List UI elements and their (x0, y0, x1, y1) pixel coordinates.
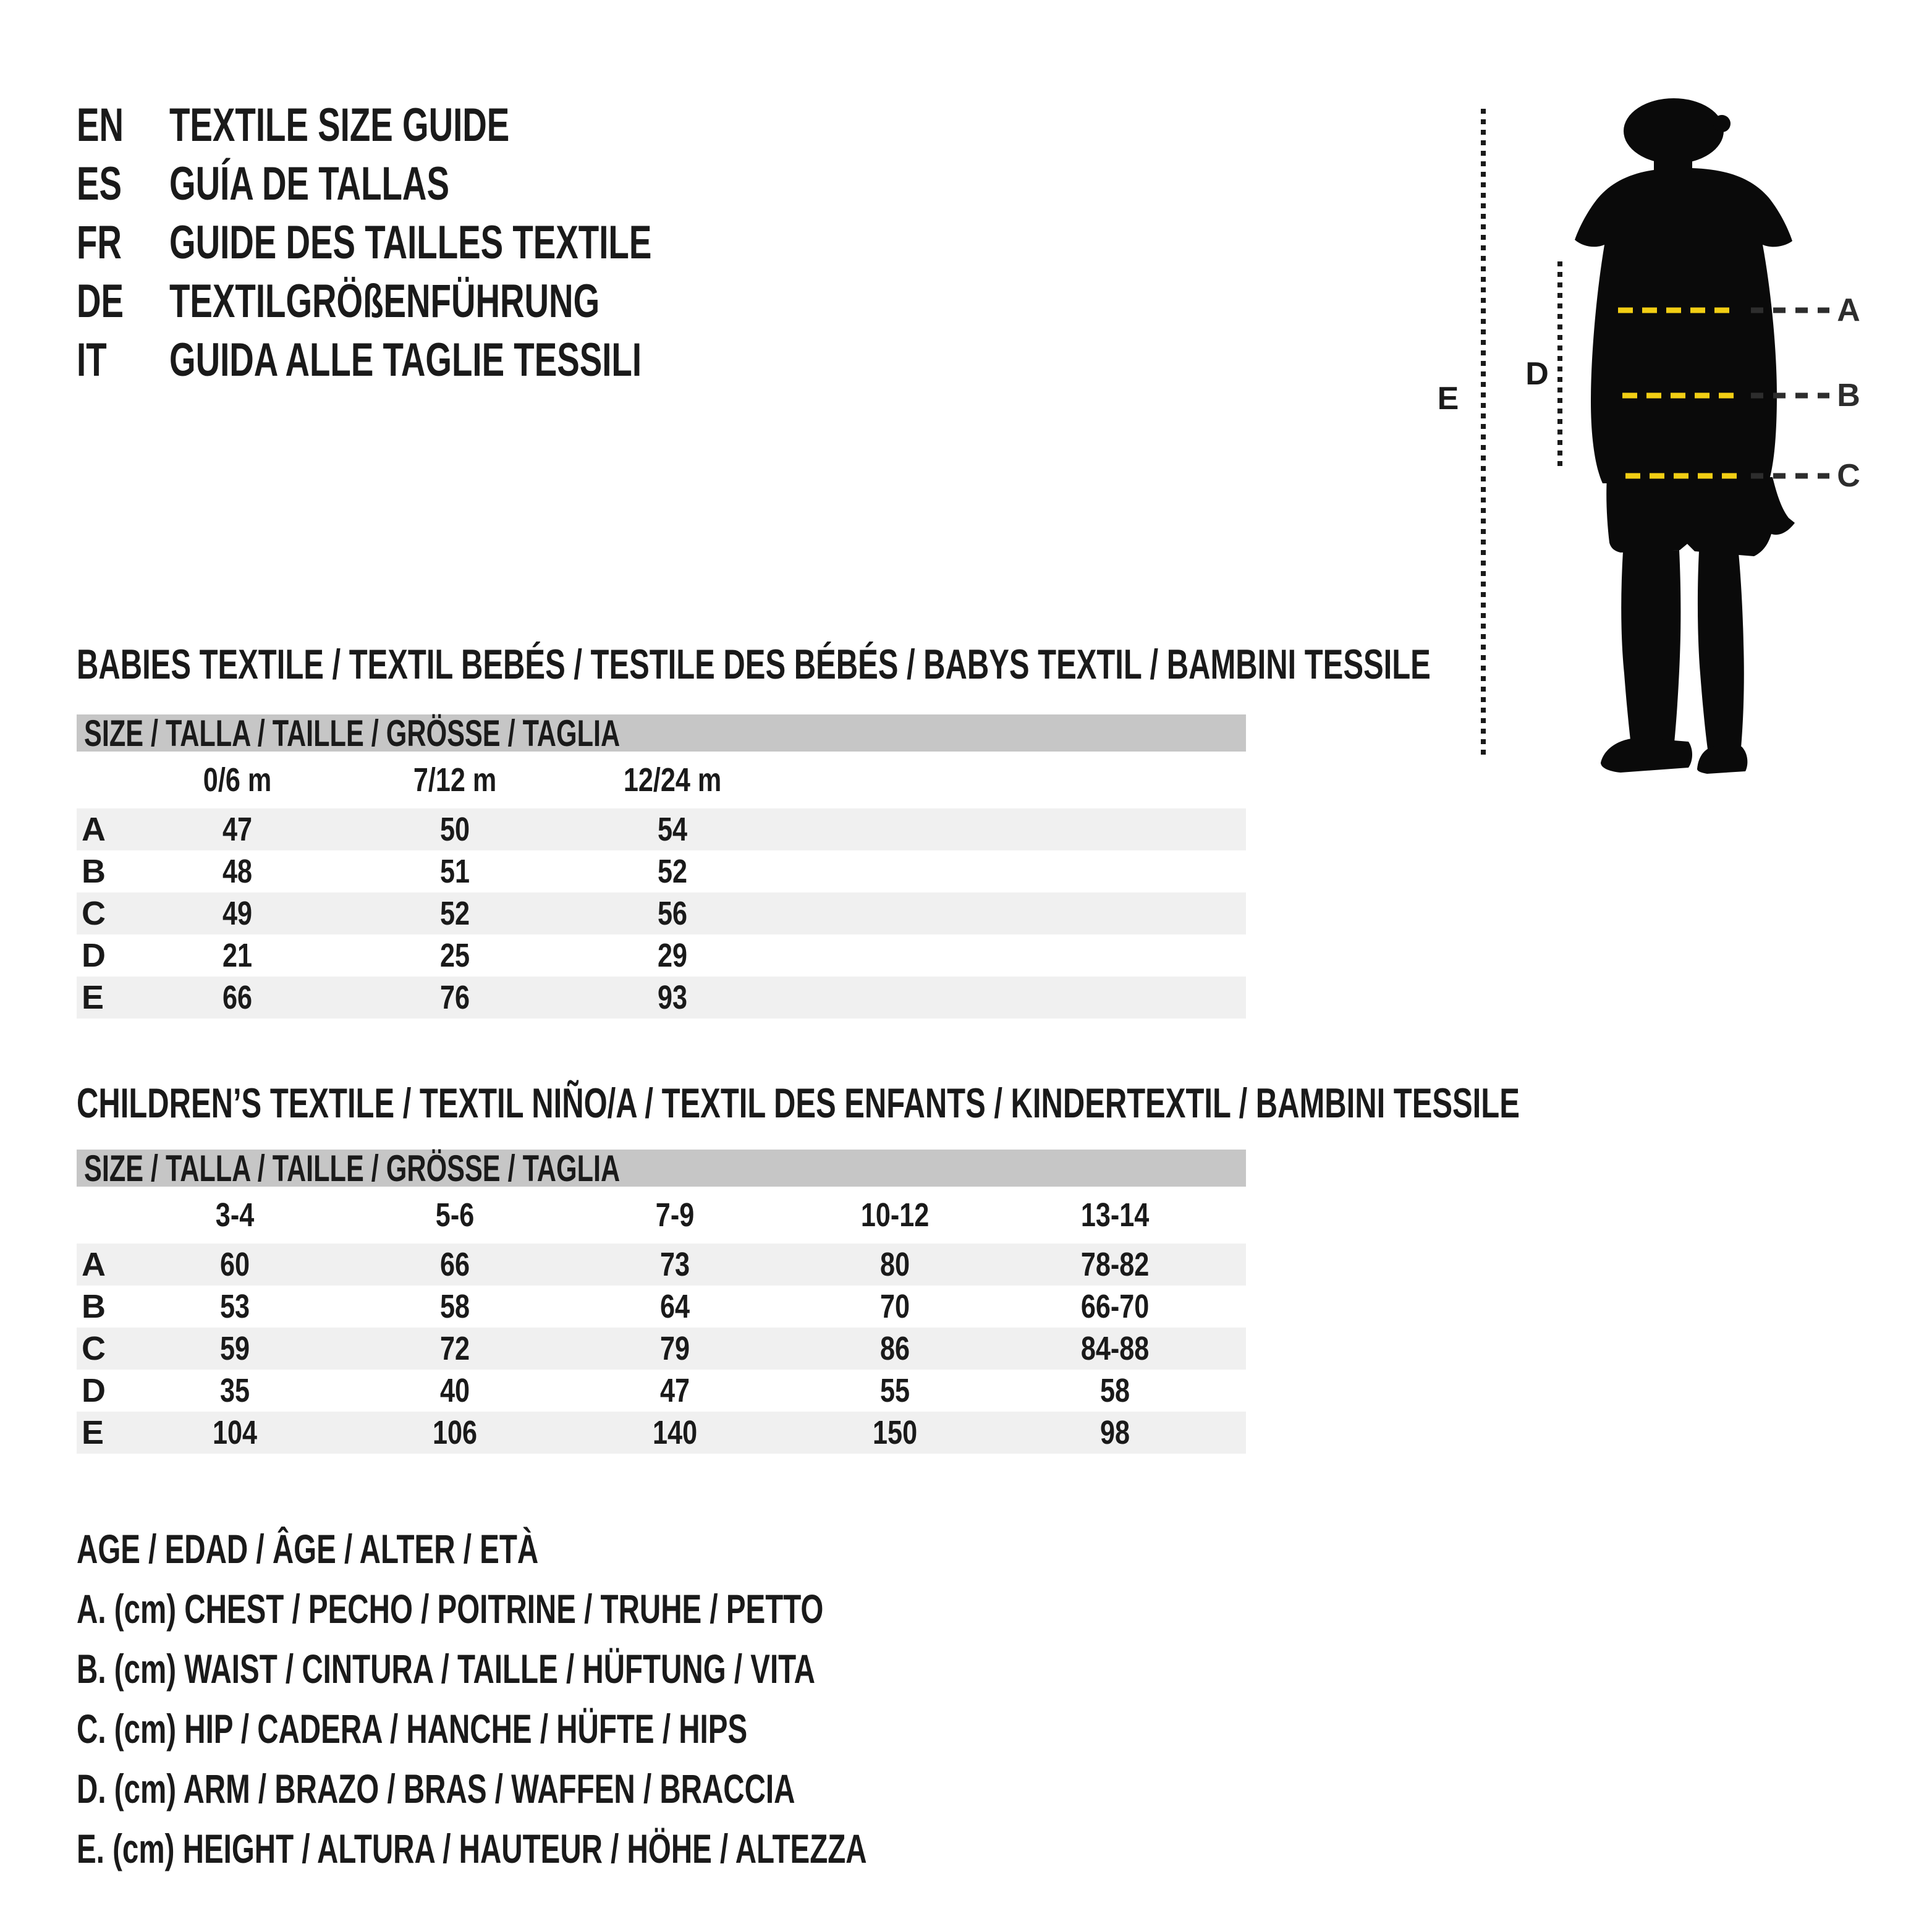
diagram-label-c: C (1837, 458, 1860, 494)
cell-value: 73 (659, 1246, 690, 1283)
cell-value: 84-88 (1080, 1330, 1150, 1367)
diagram-label-b: B (1837, 378, 1860, 413)
cell-value: 47 (222, 811, 253, 848)
cell-value: 80 (879, 1246, 910, 1283)
babies-column-headers (77, 752, 1246, 808)
lang-title-fr: GUIDE DES TAILLES TEXTILE (169, 216, 652, 269)
cell-value: 35 (219, 1372, 250, 1409)
row-label: D (82, 1372, 106, 1409)
cell-value: 55 (879, 1372, 910, 1409)
table-cell (125, 1413, 345, 1452)
table-cell (346, 894, 564, 933)
measurement-legend (77, 1519, 1174, 1878)
babies-col-header (346, 761, 564, 799)
table-cell (125, 1245, 345, 1284)
table-row (77, 808, 1246, 850)
table-cell (1005, 1329, 1225, 1368)
cell-value: 56 (657, 895, 688, 932)
legend-arm (77, 1758, 1174, 1818)
cell-value: 54 (657, 811, 688, 848)
table-cell (129, 810, 346, 849)
language-title-list (77, 96, 839, 389)
cell-value: 60 (219, 1246, 250, 1283)
cell-value: 140 (652, 1414, 698, 1451)
table-row (77, 1244, 1246, 1286)
lang-code-de: DE (77, 275, 124, 328)
cell-value: 58 (439, 1288, 470, 1325)
table-cell (565, 1413, 785, 1452)
cell-value: 104 (212, 1414, 258, 1451)
table-cell (564, 810, 781, 849)
lang-row-it (77, 331, 839, 389)
table-row (77, 1370, 1246, 1412)
table-cell (1005, 1287, 1225, 1326)
cell-value: 51 (439, 853, 470, 890)
figure-right-shoe (1697, 745, 1747, 774)
cell-value: 25 (439, 937, 470, 974)
cell-value: 78-82 (1080, 1246, 1150, 1283)
legend-chest-text: A. (cm) CHEST / PECHO / POITRINE / TRUHE / PETTO (77, 1585, 824, 1632)
table-cell (565, 1245, 785, 1284)
children-table-header-bar (77, 1147, 1246, 1189)
children-col-header (345, 1196, 565, 1234)
babies-table-header-text: SIZE / TALLA / TAILLE / GRÖSSE / TAGLIA (84, 712, 621, 754)
lang-title-es: GUÍA DE TALLAS (169, 158, 449, 210)
legend-age-text: AGE / EDAD / ÂGE / ALTER / ETÀ (77, 1525, 539, 1572)
cell-value: 52 (439, 895, 470, 932)
cell-value: 59 (219, 1330, 250, 1367)
cell-value: 64 (659, 1288, 690, 1325)
legend-height-text: E. (cm) HEIGHT / ALTURA / HAUTEUR / HÖHE / ALTEZZA (77, 1825, 867, 1871)
figure-shorts (1603, 477, 1795, 556)
cell-value: 50 (439, 811, 470, 848)
table-cell (564, 852, 781, 891)
table-cell (346, 978, 564, 1017)
legend-waist (77, 1638, 1174, 1698)
table-cell (129, 936, 346, 975)
babies-col-header-text: 0/6 m (203, 761, 272, 799)
cell-value: 40 (439, 1372, 470, 1409)
babies-section-title (77, 641, 1932, 688)
cell-value: 66 (439, 1246, 470, 1283)
table-cell (125, 1329, 345, 1368)
table-cell (565, 1329, 785, 1368)
row-label: B (82, 1288, 106, 1325)
legend-waist-text: B. (cm) WAIST / CINTURA / TAILLE / HÜFTUNG / VITA (77, 1645, 815, 1692)
row-label: D (82, 937, 106, 974)
table-row (77, 1286, 1246, 1328)
lang-title-it: GUIDA ALLE TAGLIE TESSILI (169, 334, 642, 386)
cell-value: 21 (222, 937, 253, 974)
cell-value: 48 (222, 853, 253, 890)
cell-value: 106 (432, 1414, 478, 1451)
children-section-title-text: CHILDREN’S TEXTILE / TEXTIL NIÑO/A / TEXTIL DES ENFANTS / KINDERTEXTIL / BAMBINI TESSILE (77, 1080, 1520, 1127)
cell-value: 70 (879, 1288, 910, 1325)
cell-value: 79 (659, 1330, 690, 1367)
cell-value: 52 (657, 853, 688, 890)
table-cell (345, 1329, 565, 1368)
babies-col-header-text: 12/24 m (623, 761, 722, 799)
children-col-header-text: 10-12 (860, 1197, 930, 1234)
children-col-header-text: 13-14 (1080, 1197, 1150, 1234)
row-label: C (82, 895, 106, 932)
row-label: A (82, 811, 106, 848)
table-cell (785, 1245, 1005, 1284)
babies-size-table (77, 714, 1246, 1019)
table-cell (125, 1371, 345, 1410)
diagram-label-a: A (1837, 292, 1860, 328)
children-col-header (125, 1196, 345, 1234)
table-row (77, 977, 1246, 1019)
table-row (77, 1328, 1246, 1370)
legend-height (77, 1818, 1174, 1878)
babies-table-header-bar (77, 714, 1246, 752)
measurement-diagram (1415, 93, 1932, 803)
children-column-headers (77, 1187, 1246, 1244)
table-cell (785, 1287, 1005, 1326)
babies-section-title-text: BABIES TEXTILE / TEXTIL BEBÉS / TESTILE DES BÉBÉS / BABYS TEXTIL / BAMBINI TESSILE (77, 641, 1431, 688)
table-cell (129, 978, 346, 1017)
table-row (77, 934, 1246, 977)
table-row (77, 850, 1246, 892)
lang-code-fr: FR (77, 216, 122, 269)
cell-value: 93 (657, 979, 688, 1016)
children-col-header (1005, 1196, 1225, 1234)
lang-code-en: EN (77, 99, 124, 151)
table-cell (129, 894, 346, 933)
table-cell (785, 1329, 1005, 1368)
lang-title-en: TEXTILE SIZE GUIDE (169, 99, 510, 151)
row-label: B (82, 853, 106, 890)
figure-left-shoe (1601, 738, 1692, 773)
diagram-label-d: D (1525, 356, 1549, 392)
legend-age (77, 1519, 1174, 1578)
legend-arm-text: D. (cm) ARM / BRAZO / BRAS / WAFFEN / BRACCIA (77, 1765, 795, 1811)
lang-code-es: ES (77, 158, 122, 210)
table-cell (125, 1287, 345, 1326)
cell-value: 86 (879, 1330, 910, 1367)
table-cell (565, 1287, 785, 1326)
lang-row-fr (77, 213, 839, 272)
table-cell (129, 852, 346, 891)
table-cell (564, 936, 781, 975)
children-col-header-text: 7-9 (655, 1197, 695, 1234)
cell-value: 58 (1099, 1372, 1130, 1409)
table-cell (565, 1371, 785, 1410)
table-cell (345, 1287, 565, 1326)
table-cell (785, 1413, 1005, 1452)
diagram-label-e: E (1437, 381, 1459, 417)
table-cell (1005, 1413, 1225, 1452)
table-cell (346, 936, 564, 975)
table-row (77, 1412, 1246, 1454)
table-cell (785, 1371, 1005, 1410)
cell-value: 66 (222, 979, 253, 1016)
cell-value: 29 (657, 937, 688, 974)
children-col-header (565, 1196, 785, 1234)
table-cell (346, 852, 564, 891)
children-section-title (77, 1080, 1932, 1127)
lang-title-de: TEXTILGRÖßENFÜHRUNG (169, 275, 600, 328)
row-label: E (82, 979, 104, 1016)
cell-value: 76 (439, 979, 470, 1016)
lang-row-es (77, 155, 839, 213)
lang-code-it: IT (77, 334, 107, 386)
row-label: C (82, 1330, 106, 1367)
figure-hair-flick (1713, 115, 1731, 132)
table-cell (1005, 1245, 1225, 1284)
table-cell (564, 978, 781, 1017)
cell-value: 49 (222, 895, 253, 932)
legend-chest (77, 1578, 1174, 1638)
babies-col-header (564, 761, 781, 799)
children-col-header (785, 1196, 1005, 1234)
table-row (77, 892, 1246, 934)
row-label: A (82, 1246, 106, 1283)
table-cell (345, 1371, 565, 1410)
row-label: E (82, 1414, 104, 1451)
cell-value: 72 (439, 1330, 470, 1367)
child-silhouette-diagram (1415, 93, 1932, 803)
babies-col-header (129, 761, 346, 799)
cell-value: 66-70 (1080, 1288, 1150, 1325)
children-table-header-text: SIZE / TALLA / TAILLE / GRÖSSE / TAGLIA (84, 1147, 621, 1189)
cell-value: 47 (659, 1372, 690, 1409)
figure-shirt (1575, 168, 1792, 483)
table-cell (345, 1245, 565, 1284)
table-cell (564, 894, 781, 933)
lang-row-de (77, 272, 839, 331)
legend-hip (77, 1698, 1174, 1758)
children-col-header-text: 3-4 (215, 1197, 255, 1234)
table-cell (345, 1413, 565, 1452)
children-col-header-text: 5-6 (435, 1197, 475, 1234)
cell-value: 150 (872, 1414, 918, 1451)
babies-col-header-text: 7/12 m (413, 761, 497, 799)
table-cell (346, 810, 564, 849)
table-cell (1005, 1371, 1225, 1410)
cell-value: 53 (219, 1288, 250, 1325)
children-size-table (77, 1147, 1246, 1454)
legend-hip-text: C. (cm) HIP / CADERA / HANCHE / HÜFTE / HIPS (77, 1705, 748, 1752)
lang-row-en (77, 96, 839, 155)
cell-value: 98 (1099, 1414, 1130, 1451)
